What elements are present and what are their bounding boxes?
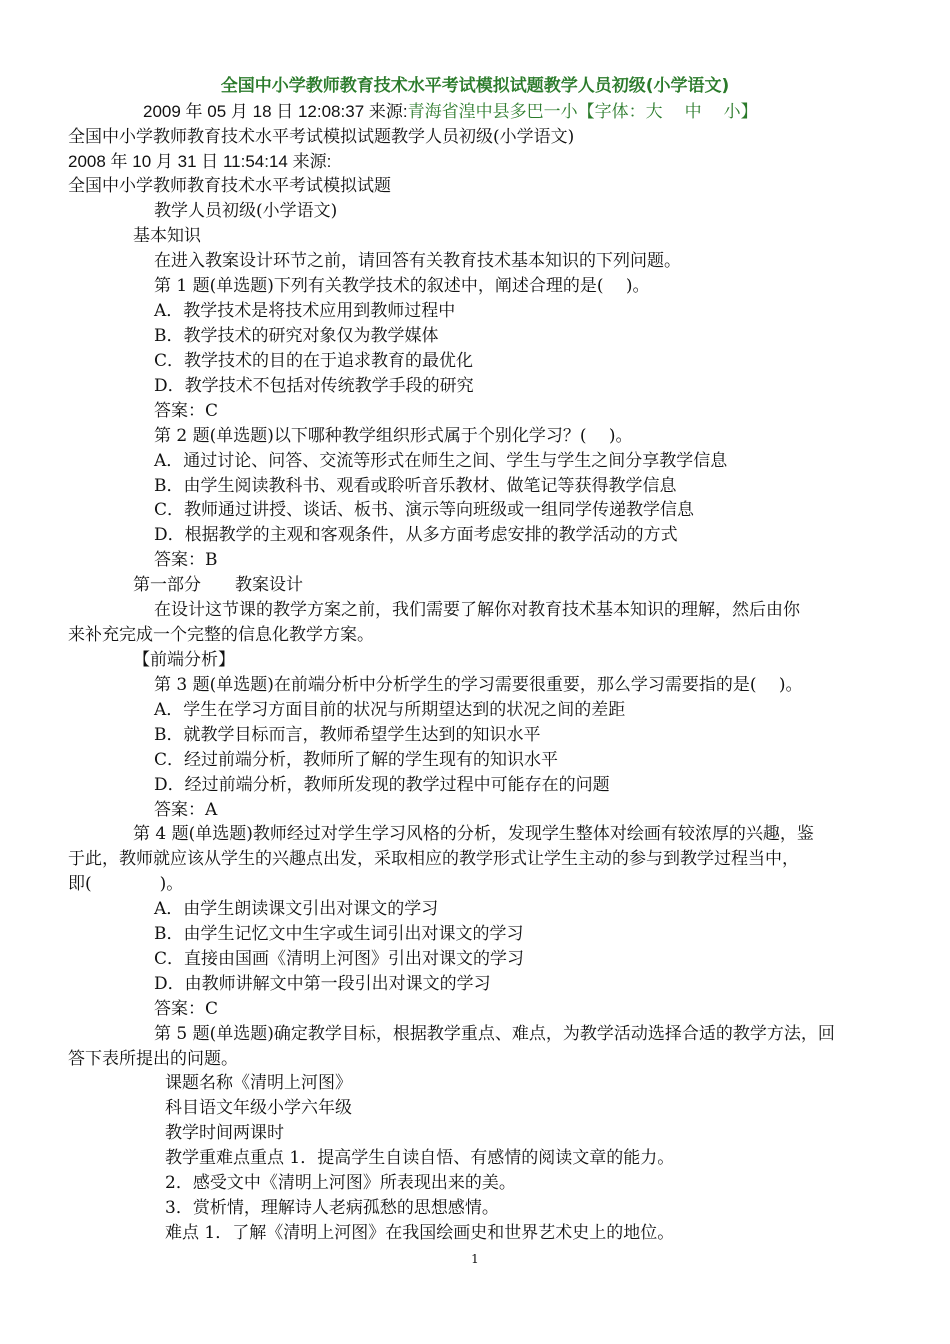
key-point-2: 2．感受文中《清明上河图》所表现出来的美。 — [165, 1173, 516, 1193]
lesson-title-row: 课题名称《清明上河图》 — [165, 1073, 352, 1093]
section-intro: 在进入教案设计环节之前，请回答有关教育技术基本知识的下列问题。 — [154, 251, 681, 271]
q4-answer: 答案：C — [154, 999, 219, 1019]
font-small-link[interactable]: 小】 — [723, 102, 758, 121]
part-one-intro-1: 在设计这节课的教学方案之前，我们需要了解你对教育技术基本知识的理解，然后由你 — [154, 600, 800, 620]
q2-answer: 答案：B — [154, 550, 218, 570]
publish-datetime: 2009 年 05 月 18 日 12:08:37 来源: — [143, 102, 408, 121]
q2-option-a: A．通过讨论、问答、交流等形式在师生之间、学生与学生之间分享教学信息 — [154, 451, 728, 471]
q4-option-a: A．由学生朗读课文引出对课文的学习 — [154, 899, 439, 919]
section-heading-basic: 基本知识 — [133, 226, 201, 246]
q3-option-c: C．经过前端分析，教师所了解的学生现有的知识水平 — [154, 750, 559, 770]
q1-option-c: C．教学技术的目的在于追求教育的最优化 — [154, 351, 474, 371]
font-size-label: 【字体： — [577, 102, 646, 121]
font-medium-link[interactable]: 中 — [684, 102, 702, 121]
subject-grade-row: 科目语文年级小学六年级 — [165, 1098, 352, 1118]
q3-answer: 答案：A — [154, 800, 218, 820]
repeat-title-line: 全国中小学教师教育技术水平考试模拟试题教学人员初级(小学语文) — [68, 127, 575, 147]
question-2: 第 2 题(单选题)以下哪种教学组织形式属于个别化学习？( )。 — [154, 426, 633, 446]
q1-option-b: B．教学技术的研究对象仅为教学媒体 — [154, 326, 439, 346]
q1-option-a: A．教学技术是将技术应用到教师过程中 — [154, 301, 456, 321]
question-5-line-1: 第 5 题(单选题)确定教学目标，根据教学重点、难点，为教学活动选择合适的教学方法，回 — [154, 1024, 835, 1044]
q2-option-c: C．教师通过讲授、谈话、板书、演示等向班级或一组同学传递教学信息 — [154, 500, 695, 520]
key-point-3: 3．赏析情，理解诗人老病孤愁的思想感情。 — [165, 1198, 499, 1218]
teaching-time-row: 教学时间两课时 — [165, 1123, 284, 1143]
question-3: 第 3 题(单选题)在前端分析中分析学生的学习需要很重要，那么学习需要指的是( )。 — [154, 675, 803, 695]
exam-level-line: 教学人员初级(小学语文) — [154, 201, 338, 221]
original-datetime: 2008 年 10 月 31 日 11:54:14 来源: — [68, 152, 332, 171]
source-link[interactable]: 青海省湟中县多巴一小 — [407, 102, 578, 121]
font-large-link[interactable]: 大 — [645, 102, 663, 121]
part-one-intro-2: 来补充完成一个完整的信息化教学方案。 — [68, 625, 374, 645]
q2-option-b: B．由学生阅读教科书、观看或聆听音乐教材、做笔记等获得教学信息 — [154, 476, 677, 496]
q4-option-c: C．直接由国画《清明上河图》引出对课文的学习 — [154, 949, 525, 969]
page-number: 1 — [471, 1252, 479, 1266]
q1-answer: 答案：C — [154, 401, 219, 421]
q1-option-d: D．教学技术不包括对传统教学手段的研究 — [154, 376, 474, 396]
q4-option-b: B．由学生记忆文中生字或生词引出对课文的学习 — [154, 924, 524, 944]
question-4-line-3: 即( )。 — [68, 874, 184, 894]
document-title: 全国中小学教师教育技术水平考试模拟试题教学人员初级(小学语文) — [220, 76, 730, 96]
exam-name-line: 全国中小学教师教育技术水平考试模拟试题 — [68, 176, 391, 196]
q3-option-d: D．经过前端分析，教师所发现的教学过程中可能存在的问题 — [154, 775, 610, 795]
question-5-line-2: 答下表所提出的问题。 — [68, 1049, 238, 1069]
key-point-1: 教学重难点重点 1．提高学生自读自悟、有感情的阅读文章的能力。 — [165, 1148, 675, 1168]
q3-option-b: B．就教学目标而言，教师希望学生达到的知识水平 — [154, 725, 541, 745]
front-end-analysis-heading: 【前端分析】 — [133, 650, 235, 670]
question-4-line-2: 于此，教师就应该从学生的兴趣点出发，采取相应的教学形式让学生主动的参与到教学过程当中， — [68, 849, 799, 869]
question-4-line-1: 第 4 题(单选题)教师经过对学生学习风格的分析，发现学生整体对绘画有较浓厚的兴趣，鉴 — [133, 824, 814, 844]
difficult-point-1: 难点 1．了解《清明上河图》在我国绘画史和世界艺术史上的地位。 — [165, 1223, 675, 1243]
question-1: 第 1 题(单选题)下列有关教学技术的叙述中，阐述合理的是( )。 — [154, 276, 650, 296]
q2-option-d: D．根据教学的主观和客观条件，从多方面考虑安排的教学活动的方式 — [154, 525, 678, 545]
part-one-heading: 第一部分 教案设计 — [133, 575, 303, 595]
q3-option-a: A．学生在学习方面目前的状况与所期望达到的状况之间的差距 — [154, 700, 626, 720]
q4-option-d: D．由教师讲解文中第一段引出对课文的学习 — [154, 974, 491, 994]
article-meta — [143, 100, 758, 124]
